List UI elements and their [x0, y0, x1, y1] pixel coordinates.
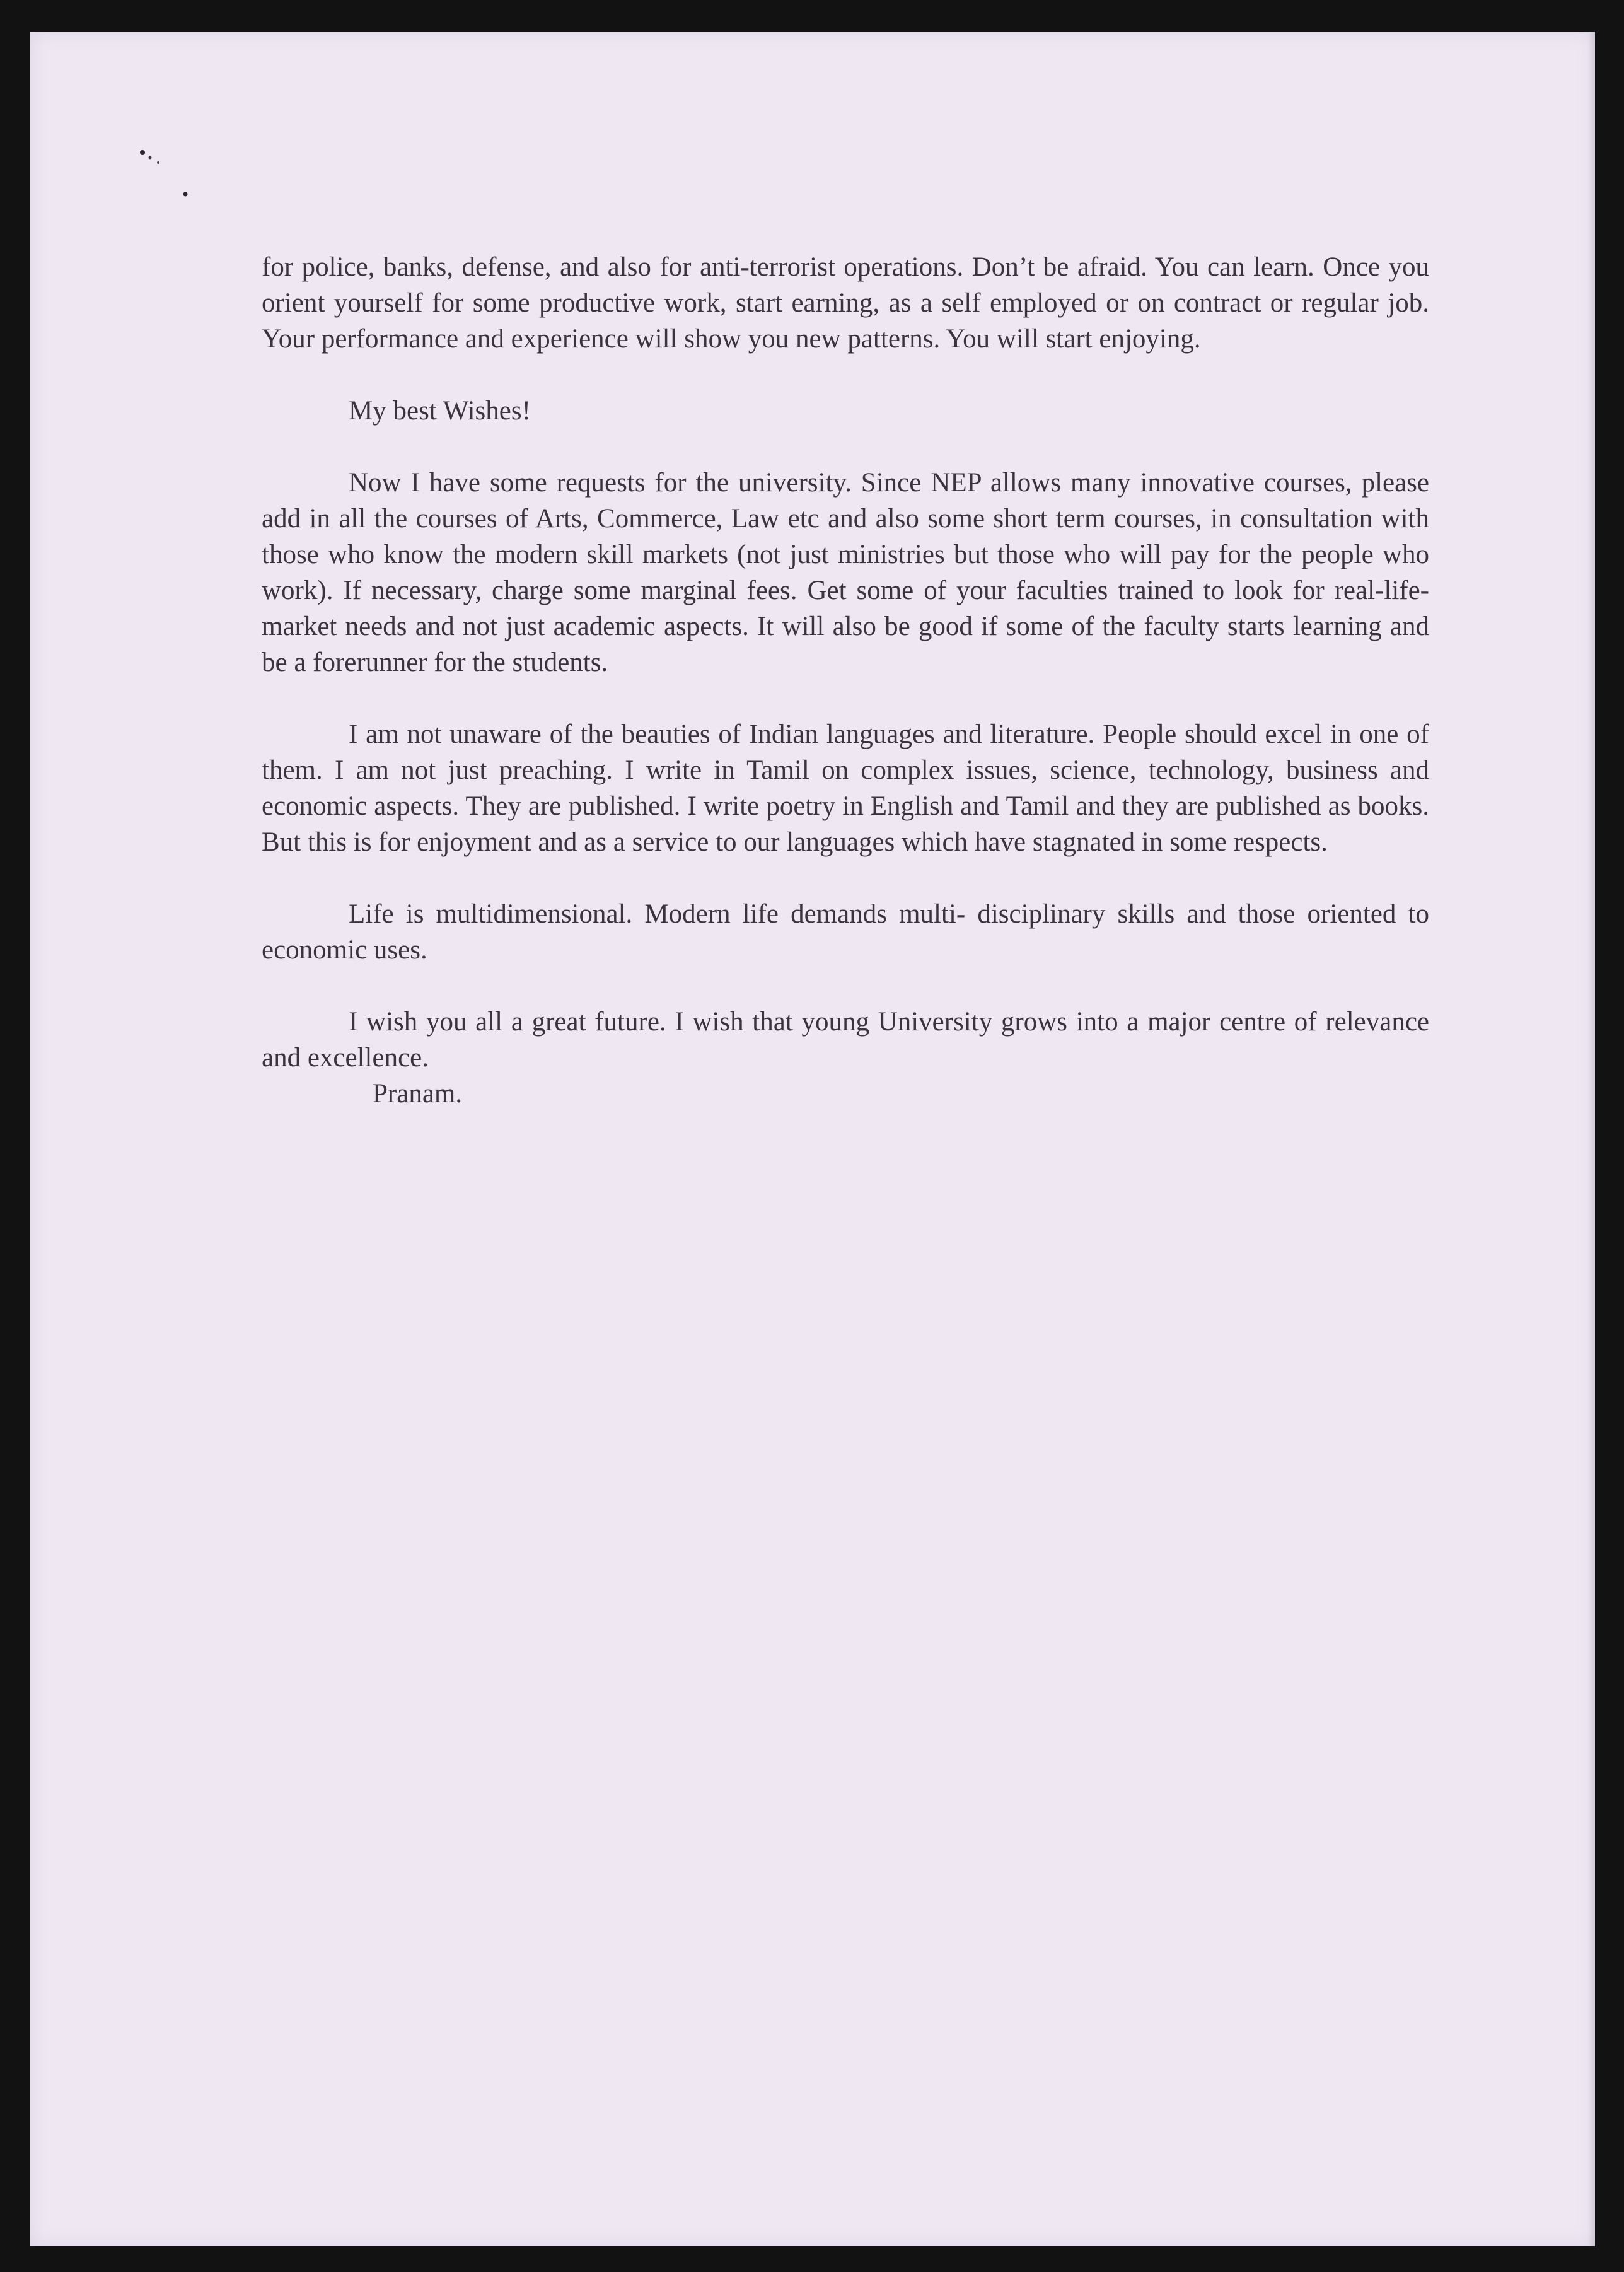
stain-marks-icon	[106, 120, 207, 221]
paragraph-university-requests: Now I have some requests for the university. Since NEP allows many innovative courses, please add in all the courses of Arts, Commerce, Law etc and also some short term courses, in consultation with those who know the modern skill markets (not just ministries but those who will pay for the people who work). If necessary, charge some marginal fees. Get some of your faculties trained to look for real-life-market needs and not just academic aspects. It will also be good if some of the faculty starts learning and be a forerunner for the students.	[262, 468, 1429, 677]
paragraph-great-future: I wish you all a great future. I wish that young University grows into a major centre of relevance and excellence.	[262, 1007, 1429, 1073]
paragraph-continuation: for police, banks, defense, and also for anti-terrorist operations. Don’t be afraid. You can learn. Once you orient yourself for some productive work, start earning, as a self employed or on contract or regular job. Your performance and experience will show you new patterns. You will start enjoying.	[262, 252, 1429, 354]
paragraph-best-wishes: My best Wishes!	[349, 396, 531, 426]
signoff: Pranam.	[373, 1079, 463, 1109]
paper-edge-shadow	[1587, 32, 1595, 2246]
paper-sheet	[30, 32, 1595, 2246]
letter-body	[262, 249, 1429, 1112]
paragraph-multidimensional-life: Life is multidimensional. Modern life demands multi- disciplinary skills and those oriented to economic uses.	[262, 899, 1429, 965]
paragraph-indian-languages: I am not unaware of the beauties of Indian languages and literature. People should excel in one of them. I am not just preaching. I write in Tamil on complex issues, science, technology, business and economic aspects. They are published. I write poetry in English and Tamil and they are published as books. But this is for enjoyment and as a service to our languages which have stagnated in some respects.	[262, 719, 1429, 857]
